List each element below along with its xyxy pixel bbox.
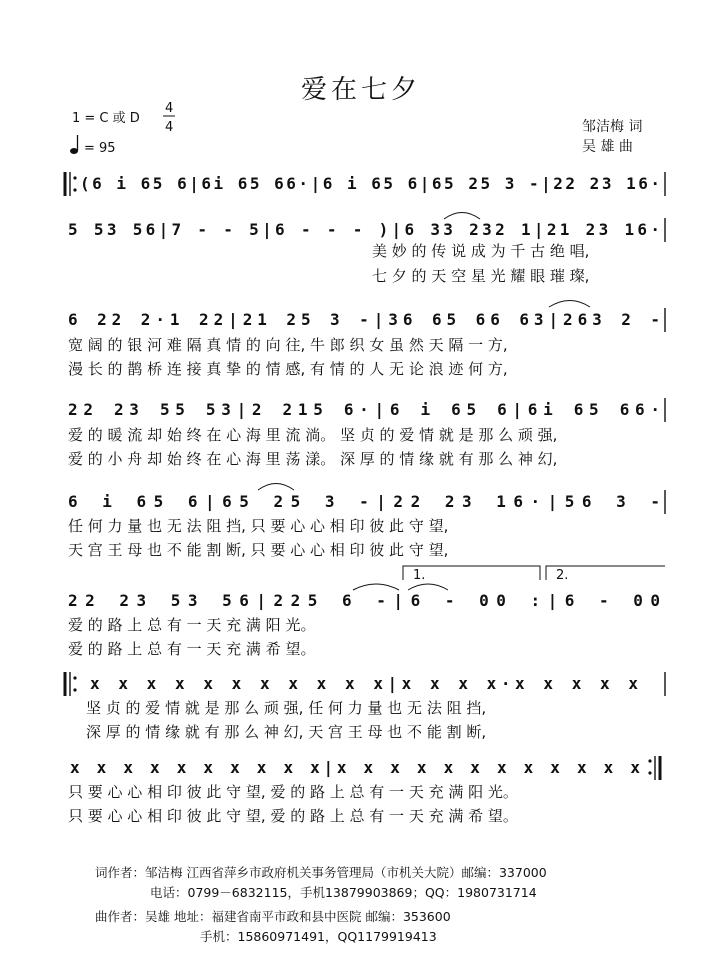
lyric-verse-2: 七 夕 的 天 空 星 光 耀 眼 璀 璨,	[372, 267, 590, 285]
notation-line: 5 53 56|7 - - 5|6 - - - )|6 33 232 1|21 23 16·	[68, 220, 660, 239]
time-signature-bottom: 4	[165, 120, 174, 135]
lyric-verse-1: 任 何 力 量 也 无 法 阻 挡, 只 要 心 心 相 印 彼 此 守 望,	[68, 517, 449, 535]
lyricist-phone-line: 电话：0799－6832115，手机13879903869；QQ：1980731714	[150, 885, 537, 900]
notation-line: 22 23 53 56|225 6 -|6 - 00 :|6 - 00	[68, 591, 661, 610]
score-row-1	[65, 172, 665, 196]
lyric-verse-1: 只 要 心 心 相 印 彼 此 守 望, 爱 的 路 上 总 有 一 天 充 满 阳 光。	[68, 783, 518, 801]
lyric-verse-1: 爱 的 暖 流 却 始 终 在 心 海 里 流 淌。 坚 贞 的 爱 情 就 是 那 么 顽 强,	[68, 426, 558, 444]
lyric-verse-2: 爱 的 小 舟 却 始 终 在 心 海 里 荡 漾。 深 厚 的 情 缘 就 有 那 么 神 幻,	[68, 450, 558, 468]
lyricist-contact-line: 词作者：邹洁梅 江西省萍乡市政府机关事务管理局（市机关大院）邮编：337000	[95, 865, 547, 880]
lyric-verse-1: 爱 的 路 上 总 有 一 天 充 满 阳 光。	[68, 616, 316, 634]
lyric-verse-2: 深 厚 的 情 缘 就 有 那 么 神 幻, 天 宫 王 母 也 不 能 割 断,	[86, 723, 487, 741]
lyric-verse-1: 美 妙 的 传 说 成 为 千 古 绝 唱,	[372, 242, 590, 260]
lyric-verse-1: 坚 贞 的 爱 情 就 是 那 么 顽 强, 任 何 力 量 也 无 法 阻 挡,	[86, 699, 487, 717]
time-signature-top: 4	[165, 101, 174, 116]
tempo-marking: = 95	[84, 141, 116, 156]
score-row-6	[68, 566, 665, 658]
lyric-verse-2: 天 宫 王 母 也 不 能 割 断, 只 要 心 心 相 印 彼 此 守 望,	[68, 541, 449, 559]
score-row-7	[65, 672, 665, 741]
rhythm-line: x x x x x x x x x x x|x x x x·x x x x x	[90, 674, 639, 693]
page-title: 爱在七夕	[300, 75, 422, 105]
volta-2-label: 2.	[556, 568, 569, 583]
composer-contact-line: 曲作者：吴雄 地址：福建省南平市政和县中医院 邮编：353600	[95, 909, 451, 924]
notation-line: 6 i 65 6|65 25 3 -|22 23 16·|56 3 -	[68, 492, 661, 511]
notation-line: 6 22 2·1 22|21 25 3 -|36 65 66 63|263 2 -	[68, 310, 661, 329]
score-row-4	[68, 398, 665, 468]
lyric-verse-1: 宽 阔 的 银 河 难 隔 真 情 的 向 往, 牛 郎 织 女 虽 然 天 隔 一 方,	[68, 336, 508, 354]
lyric-verse-2: 只 要 心 心 相 印 彼 此 守 望, 爱 的 路 上 总 有 一 天 充 满 希 望。	[68, 807, 518, 825]
quarter-note-icon	[70, 135, 78, 154]
score-row-8	[68, 756, 660, 825]
score-row-3	[68, 301, 665, 379]
composer-phone-line: 手机：15860971491，QQ1179919413	[200, 929, 437, 944]
score-row-5	[68, 484, 665, 560]
key-signature: 1 = C 或 D	[72, 111, 140, 126]
notation-line: 22 23 55 53|2 215 6·|6 i 65 6|6i 65 66·	[68, 400, 660, 419]
lyric-verse-2: 漫 长 的 鹊 桥 连 接 真 挚 的 情 感, 有 情 的 人 无 论 浪 迹 何 方,	[68, 360, 508, 378]
lyric-verse-2: 爱 的 路 上 总 有 一 天 充 满 希 望。	[68, 640, 316, 658]
notation-line: (6 i 65 6|6i 65 66·|6 i 65 6|65 25 3 -|22 23 16·	[80, 174, 661, 193]
rhythm-line: x x x x x x x x x x|x x x x x x x x x x x x	[70, 758, 640, 777]
lyricist-credit: 邹洁梅 词	[582, 119, 643, 135]
volta-1-label: 1.	[413, 568, 426, 583]
composer-credit: 吴 雄 曲	[582, 139, 633, 155]
score-row-2	[68, 213, 665, 286]
